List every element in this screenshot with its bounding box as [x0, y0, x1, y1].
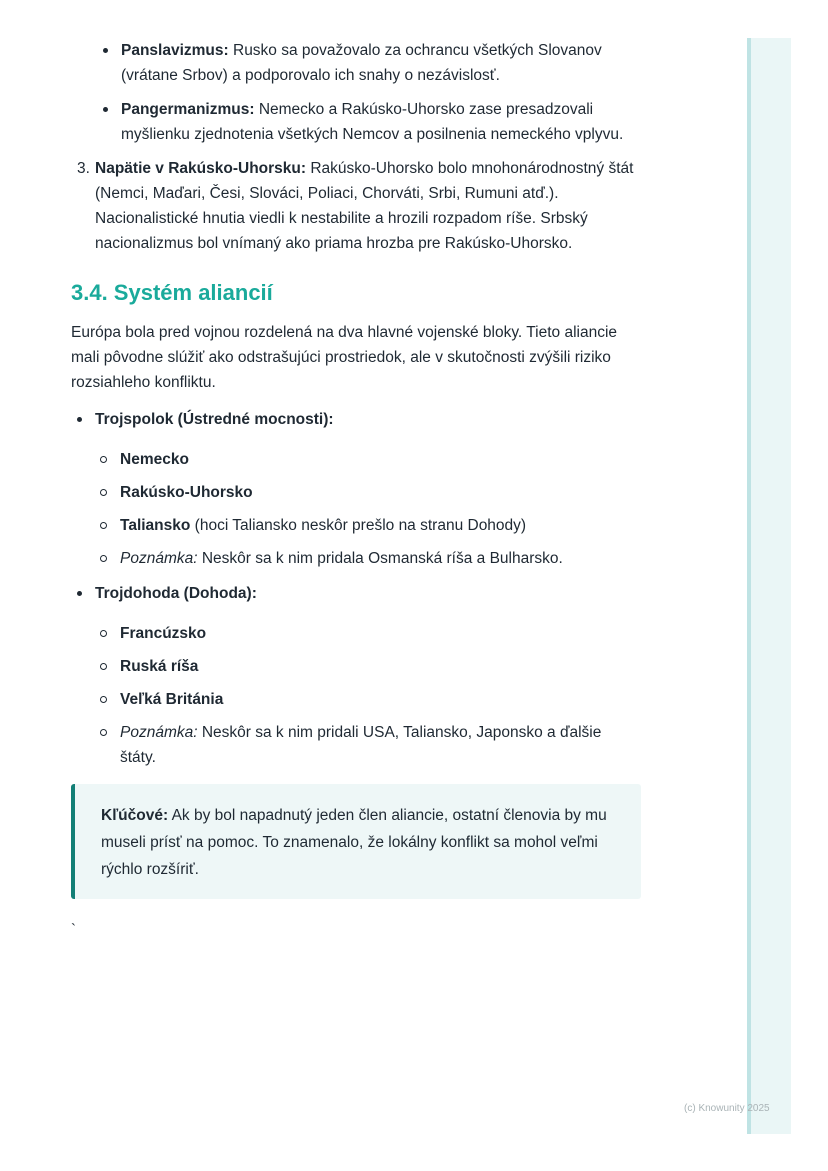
member-name: Ruská ríša [120, 658, 199, 675]
copyright-footer: (c) Knowunity 2025 [684, 1103, 770, 1114]
remark-text: Neskôr sa k nim pridala Osmanská ríša a Bulharsko. [197, 550, 563, 567]
item-text: Rakúsko-Uhorsko bolo mnohonárodnostný štát (Nemci, Maďari, Česi, Slováci, Poliaci, Chorváti, Srbi, Rumuni atď.). Nacionalistické hnutia viedli k nestabilite a hrozili rozpadom ríše. Srbský nacionalizmus bol vnímaný ako priama hrozba pre Rakúsko-Uhorsko. [95, 160, 634, 252]
remark-text: Neskôr sa k nim pridali USA, Taliansko, Japonsko a ďalšie štáty. [120, 724, 602, 766]
nationalism-bullets [95, 38, 641, 147]
member-name: Francúzsko [120, 625, 207, 642]
numbered-item [71, 156, 641, 256]
member-name: Nemecko [120, 451, 189, 468]
side-decoration-band [747, 38, 791, 1134]
alliance-title: Trojspolok (Ústredné mocnosti): [95, 411, 334, 428]
bullet-term: Pangermanizmus: [121, 101, 255, 118]
member-item [95, 621, 641, 646]
alliance-triple-entente [71, 581, 641, 770]
member-note: (hoci Taliansko neskôr prešlo na stranu Dohody) [190, 517, 527, 534]
remark-label: Poznámka: [120, 724, 198, 741]
member-remark [95, 720, 641, 770]
remark-label: Poznámka: [120, 550, 198, 567]
member-item [95, 687, 641, 712]
alliance-title: Trojdohoda (Dohoda): [95, 585, 257, 602]
alliance-triple-alliance [71, 407, 641, 571]
bullet-term: Panslavizmus: [121, 42, 229, 59]
member-remark [95, 546, 641, 571]
callout-text: Ak by bol napadnutý jeden člen aliancie, ostatní členovia by mu museli prísť na pomoc. To znamenalo, že lokálny konflikt sa mohol veľmi rýchlo rozšíriť. [101, 807, 607, 878]
item-term: Napätie v Rakúsko-Uhorsku: [95, 160, 307, 177]
alliances-list [71, 407, 641, 770]
numbered-list [71, 156, 641, 256]
content-column [71, 38, 641, 942]
list-item [95, 97, 641, 147]
bullet-text: Nemecko a Rakúsko-Uhorsko zase presadzovali myšlienku zjednotenia všetkých Nemcov a posilnenia nemeckého vplyvu. [121, 101, 624, 143]
callout-label: Kľúčové: [101, 807, 169, 824]
item-number: 3. [77, 160, 90, 177]
bullet-text: Rusko sa považovalo za ochrancu všetkých Slovanov (vrátane Srbov) a podporovalo ich snahy o nezávislosť. [121, 42, 602, 84]
member-item [95, 480, 641, 505]
list-item [95, 38, 641, 88]
member-name: Taliansko [120, 517, 191, 534]
member-name: Veľká Británia [120, 691, 224, 708]
member-item [95, 447, 641, 472]
stray-backtick: ` [71, 921, 76, 938]
member-item [95, 513, 641, 538]
member-name: Rakúsko-Uhorsko [120, 484, 253, 501]
section-intro: Európa bola pred vojnou rozdelená na dva hlavné vojenské bloky. Tieto aliancie mali pôvodne slúžiť ako odstrašujúci prostriedok, ale v skutočnosti zvýšili riziko rozsiahleho konfliktu. [71, 324, 618, 391]
member-item [95, 654, 641, 679]
key-callout [71, 784, 641, 899]
section-heading: 3.4. Systém aliancií [71, 280, 273, 305]
alliance-members [95, 447, 641, 571]
alliance-members [95, 621, 641, 770]
